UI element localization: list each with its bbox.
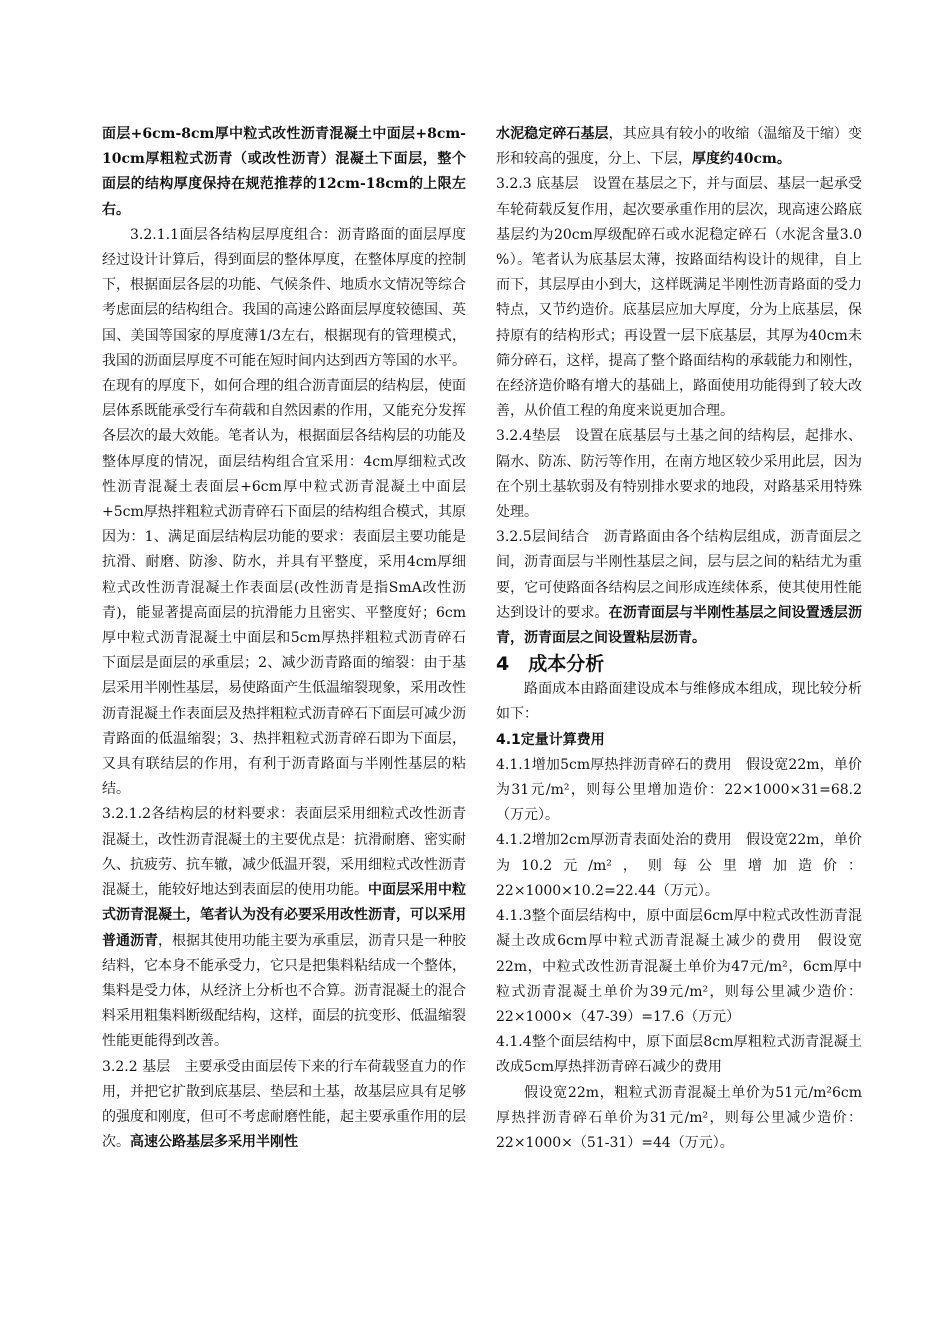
section-3-2-1-2-text-a: 3.2.1.2各结构层的材料要求：表面层采用细粒式改性沥青混凝土，改性沥青混凝土的主要优点是：抗滑耐磨、密实耐久、抗疲劳、抗车辙，减少低温开裂，采用细粒式改性沥青混凝土，能较好地达到表面层的使用功能。 [102,806,466,899]
right-column [496,122,862,1156]
section-4-1-3-head: 4.1.3整个面层结构中，原中面层6cm厚中粒式改性沥青混凝土改成6cm厚中粒式沥青混凝土减少的费用 [496,908,862,950]
section-3-2-2-text: 3.2.2 基层 主要承受由面层传下来的行车荷载竖直力的作用，并把它扩散到底基层、垫层和土基，故基层应具有足够的强度和刚度，但可不考虑耐磨性能，起主要承重作用的层次。 [102,1058,466,1151]
section-4-1-1-body: 假设宽22m，单价为31元/m²，则每公里增加造价：22×1000×31=68.2（万元）。 [496,756,862,824]
section-4-1-2-body: 假设宽22m，单价为10.2元/m²，则每公里增加造价：22×1000×10.2=22.44（万元）。 [496,832,862,899]
section-3-2-1-2-text-c: ，根据其使用功能主要为承重层，沥青只是一种胶结料，它本身不能承受力，它只是把集料粘结成一个整体，集料是受力体，从经济上分析也不合算。沥青混凝土的混合料采用粗集料断级配结构，这样，面层的抗变形、低温缩裂性能更能得到改善。 [102,932,466,1050]
section-4-1-2-head: 4.1.2增加2cm厚沥青表面处治的费用 [496,832,732,849]
section-3-2-2 [102,1055,466,1156]
section-4-1-4-head: 4.1.4整个面层结构中，原下面层8cm厚粗粒式沥青混凝土改成5cm厚热拌沥青碎石减少的费用 [496,1034,862,1076]
section-4-1-4-body: 假设宽22m，粗粒式沥青混凝土单价为51元/m²6cm厚热拌沥青碎石单价为31元/m²，则每公里减少造价：22×1000×（51-31）=44（万元）。 [496,1084,862,1151]
section-4-intro: 路面成本由路面建设成本与维修成本组成，现比较分析如下： [496,681,862,723]
section-3-2-5-bold: 在沥青面层与半刚性基层之间设置透层沥青，沥青面层之间设置粘层沥青。 [496,604,862,647]
section-3-2-3: 3.2.3 底基层 设置在基层之下，并与面层、基层一起承受车轮荷载反复作用，起次要承重作用的层次，现高速公路底基层约为20cm厚级配碎石或水泥稳定碎石（水泥含量3.0 %）。笔者认为底基层太薄，按路面结构设计的规律，自上而下，其层厚由小到大，这样既满足半刚性沥青路面的受力特点，又节约造价。底基层应加大厚度，分为上底基层，保持原有的结构形式；再设置一层下底基层，其厚为40cm未筛分碎石，这样，提高了整个路面结构的承载能力和刚性，在经济造价略有增大的基础上，路面使用功能得到了较大改善，从价值工程的角度来说更加合理。 [496,176,862,420]
section-3-2-1-1: 3.2.1.1面层各结构层厚度组合：沥青路面的面层厚度经过设计计算后，得到面层的整体厚度，在整体厚度的控制下，根据面层各层的功能、气候条件、地质水文情况等综合考虑面层的结构组合。我国的高速公路面层厚度较德国、英国、美国等国家的厚度薄1/3左右，根据现有的管理模式，我国的沥面层厚度不可能在短时间内达到西方等国的水平。在现有的厚度下，如何合理的组合沥青面层的结构层，使面层体系既能承受行车荷载和自然因素的作用，又能充分发挥各层次的最大效能。笔者认为，根据面层各结构层的功能及整体厚度的情况，面层结构组合宜采用：4cm厚细粒式改性沥青混凝土表面层+6cm厚中粒式沥青混凝土中面层+5cm厚热拌粗粒式沥青碎石下面层的结构组合模式，其原因为：1、满足面层结构层功能的要求：表面层主要功能是抗滑、耐磨、防渗、防水，并具有平整度，采用4cm厚细粒式改性沥青混凝土作表面层(改性沥青是指SmA改性沥青)，能显著提高面层的抗滑能力且密实、平整度好；6cm厚中粒式沥青混凝土中面层和5cm厚热拌粗粒式沥青碎石下面层是面层的承重层；2、减少沥青路面的缩裂：由于基层采用半刚性基层，易使路面产生低温缩裂现象，采用改性沥青混凝土作表面层及热拌粗粒式沥青碎石下面层可减少沥青路面的低温缩裂；3、热拌粗粒式沥青碎石即为下面层，又具有联结层的作用，有利于沥青路面与半刚性基层的粘结。 [102,226,466,798]
cont-bold-b: 厚度约40cm。 [692,151,791,168]
section-4-1-1 [496,753,862,829]
section-3-2-2-continued [496,122,862,172]
cont-text: ，其应具有较小的收缩（温缩及干缩）变形和较高的强度，分上、下层， [496,126,862,168]
section-4-1-1-head: 4.1.1增加5cm厚热拌沥青碎石的费用 [496,756,732,773]
section-4-1-3-body: 假设宽22m，中粒式改性沥青混凝土单价为47元/m²，6cm厚中粒式沥青混凝土单价为39元/m²，则每公里减少造价：22×1000×（47-39）=17.6（万元） [496,933,863,1025]
section-3-2-5-text: 3.2.5层间结合 沥青路面由各个结构层组成，沥青面层之间，沥青面层与半刚性基层之间，层与层之间的粘结尤为重要，它可使路面各结构层之间形成连续体系，使其使用性能达到设计的要求。 [496,529,862,621]
section-3-2-4: 3.2.4垫层 设置在底基层与土基之间的结构层，起排水、隔水、防冻、防污等作用，在南方地区较少采用此层，因为在个别土基软弱及有特别排水要求的地段，对路基采用特殊处理。 [496,428,862,521]
cont-bold-a: 水泥稳定碎石基层 [496,126,609,142]
section-3-2-1-2-bold: 中面层采用中粒式沥青混凝土，笔者认为没有必要采用改性沥青，可以采用普通沥青 [102,882,466,949]
section-3-2-1-2 [102,802,466,1054]
section-3-2-2-bold: 高速公路基层多采用半刚性 [130,1134,298,1151]
section-3-2-5 [496,525,862,651]
section-4-1-2 [496,828,862,904]
section-4-heading: 4 成本分析 [496,653,605,676]
section-4-1-3 [496,904,862,1030]
left-column [102,122,466,1155]
section-4-1-heading: 4.1定量计算费用 [496,731,605,748]
left-paragraph-intro: 面层+6cm-8cm厚中粒式改性沥青混凝土中面层+8cm-10cm厚粗粒式沥青（或改性沥青）混凝土下面层，整个面层的结构厚度保持在规范推荐的12cm-18cm的上限左右。 [102,126,466,218]
